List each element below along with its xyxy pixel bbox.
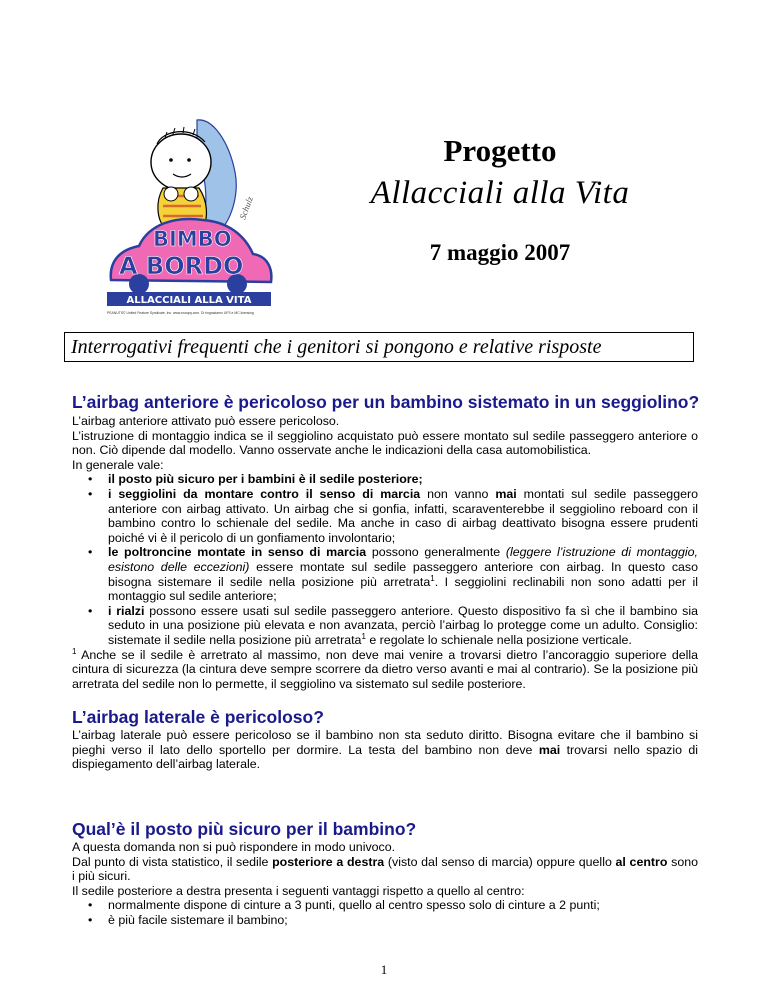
section3-bullet1: • normalmente dispone di cinture a 3 punti, quello al centro spesso solo di cinture a 2 punti; xyxy=(88,898,600,913)
footnote-ref: 1 xyxy=(361,631,366,641)
section1-p2: L’istruzione di montaggio indica se il seggiolino acquistato può essere montato sul sedile passeggero anteriore o non. Ciò dipende dal modello. Vanno osservate anche le indicazioni della casa automobilistica. xyxy=(72,428,698,458)
signature-text: Schulz xyxy=(237,195,255,221)
section3-p2: Dal punto di vista statistico, il sedile posteriore a destra (visto dal senso di marcia) oppure quello al centro sono i più sicuri. xyxy=(72,854,699,884)
logo-copyright: PEANUTS© United Feature Syndicate, Inc. www.snoopy.com. Di ringraziamo UFS e MC licensing xyxy=(107,311,254,315)
bullet-icon: • xyxy=(88,472,93,487)
title-date: 7 maggio 2007 xyxy=(429,240,571,265)
linus-car-illustration xyxy=(105,112,275,322)
title-line2: Allacciali alla Vita xyxy=(370,175,630,211)
logo-tagline: ALLACCIALI ALLA VITA xyxy=(126,295,252,306)
bullet-icon: • xyxy=(88,486,93,501)
section3-p3: Il sedile posteriore a destra presenta i seguenti vantaggi rispetto a quello al centro: xyxy=(72,883,525,898)
section1-bullet3: • le poltroncine montate in senso di marcia possono generalmente (leggere l’istruzione di montaggio, esistono delle eccezioni) essere montate sul sedile passeggero anteriore con airbag. In questo caso bisogna sistemare il sedile nella posizione più arretrata$^1$. I seggiolini reclinabili non sono adatti per il montaggio sul sedile anteriore; xyxy=(88,545,698,604)
section1-body xyxy=(72,414,698,691)
bimbo-a-bordo-logo xyxy=(105,112,275,322)
section1-p1: L’airbag anteriore attivato può essere pericoloso. xyxy=(72,414,340,428)
bullet-icon: • xyxy=(88,603,93,618)
title-line1: Progetto xyxy=(443,133,557,168)
section1-heading: L’airbag anteriore è pericoloso per un bambino sistemato in un seggiolino? xyxy=(72,392,700,412)
bullet-icon: • xyxy=(88,898,93,913)
page-number: 1 xyxy=(380,962,388,977)
logo-sign-line2: A BORDO xyxy=(119,252,244,280)
section1-p3: In generale vale: xyxy=(72,457,164,472)
section1-bullet1: • il posto più sicuro per i bambini è il sedile posteriore; xyxy=(88,472,423,487)
section2-p: L’airbag laterale può essere pericoloso se il bambino non sta seduto diritto. Bisogna evitare che il bambino si pieghi verso il lato dello sportello per dormire. La testa del bambino non deve mai trovarsi nello spazio di dispiegamento dell’airbag laterale. xyxy=(72,728,698,772)
logo-sign-line1: BIMBO xyxy=(153,227,232,251)
section3-p1: A questa domanda non si può rispondere in modo univoco. xyxy=(72,840,396,854)
section3-body xyxy=(72,840,698,928)
section3-bullet2: • è più facile sistemare il bambino; xyxy=(88,912,288,927)
title-block xyxy=(330,133,670,267)
subtitle-box: Interrogativi frequenti che i genitori si pongono e relative risposte xyxy=(64,332,694,362)
section3-heading: Qual’è il posto più sicuro per il bambino? xyxy=(72,819,417,839)
section1-footnote: $^1$ Anche se il sedile è arretrato al massimo, non deve mai venire a trovarsi dietro l’ancoraggio superiore della cintura di sicurezza (la cintura deve sempre scorrere da dietro verso avanti e mai al contrario). Se la posizione più arretrata del sedile non lo permette, il seggiolino va sistemato sul sedile posteriore. xyxy=(72,646,698,691)
bullet-icon: • xyxy=(88,912,93,927)
section1-bullet4: • i rialzi possono essere usati sul sedile passeggero anteriore. Questo dispositivo fa sì che il bambino sia seduto in una posizione più elevata e non avanzata, perciò l’airbag lo protegge come un adulto. Consiglio: sistemate il sedile nella posizione più arretrata$^1$ e regolate lo schienale nella posizione verticale. xyxy=(88,603,698,647)
footnote-ref: 1 xyxy=(430,573,435,583)
section1-bullet2: • i seggiolini da montare contro il senso di marcia non vanno mai montati sul sedile passeggero anteriore con airbag attivato. Un airbag che si gonfia, infatti, scaraventerebbe il seggiolino reboard con il bambino contro lo schienale del sedile. Ma anche in caso di airbag deattivato bisogna essere prudenti poiché vi è il pericolo di un gonfiamento involontario; xyxy=(88,486,698,545)
section2-body xyxy=(72,728,698,772)
section2-heading: L’airbag laterale è pericoloso? xyxy=(72,707,324,727)
bullet-icon: • xyxy=(88,545,93,560)
